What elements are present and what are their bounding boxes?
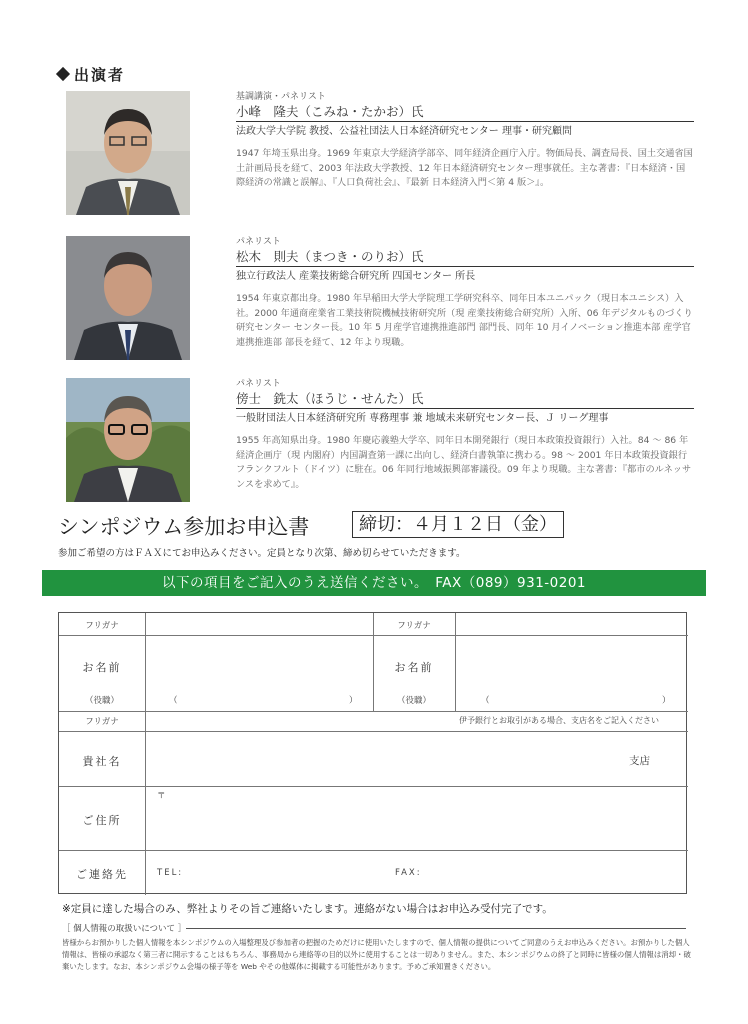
company-input[interactable] xyxy=(146,732,626,785)
paren-close: ） xyxy=(349,696,358,706)
postal-mark: 〒 xyxy=(157,791,166,801)
speaker-role: パネリスト xyxy=(236,237,281,247)
company-label: 貴社名 xyxy=(82,755,122,768)
fax-label: FAX: xyxy=(395,868,422,878)
speaker-name: 傍士 銑太（ほうじ・せんた）氏 xyxy=(236,390,694,409)
speaker-affiliation: 一般財団法人日本経済研究所 専務理事 兼 地域未来研究センター長、Ｊ リーグ理事 xyxy=(236,413,609,424)
speaker-name: 小峰 隆夫（こみね・たかお）氏 xyxy=(236,103,694,122)
name-label: お名前 xyxy=(82,661,122,674)
section-heading xyxy=(58,64,125,85)
speaker-photo-1 xyxy=(66,91,190,215)
speaker-role: 基調講演・パネリスト xyxy=(236,92,326,102)
tel-input[interactable] xyxy=(194,853,374,891)
speaker-role: パネリスト xyxy=(236,379,281,389)
position-label: （役職） xyxy=(84,696,119,706)
furigana-input-2[interactable] xyxy=(456,614,686,635)
form-title: シンポジウム参加お申込書 xyxy=(58,515,310,539)
speaker-photo-3 xyxy=(66,378,190,502)
speaker-bio: 1955 年高知県出身。1980 年慶応義塾大学卒、同年日本開発銀行（現日本政策投資銀行）入社。84 ～ 86 年経済企画庁（現 内閣府）内国調査第一課に出向し、経済白書執筆に携わる。98 ～ 2001 年日本政策投資銀行フランクフルト（ドイツ）に駐在。06 年同行地域振興部審議役。09 年より現職。主な著書：『都市のルネッサンスを求めて』。 xyxy=(236,435,692,490)
speaker-bio: 1954 年東京都出身。1980 年早稲田大学大学院理工学研究科卒、同年日本ユニパック（現日本ユニシス）入社。2000 年通商産業省工業技術院機械技術研究所（現 産業技術総合研究所）入所、06 年デジタルものづくり研究センター センター長。10 年 5 月産学官連携推進部門 部門長、同年 10 月イノベーション推進本部 産学官連携推進部 部長を経て、12 年より現職。 xyxy=(236,293,693,348)
form-note: 参加ご希望の方はＦＡＸにてお申込みください。定員となり次第、締め切らせていただきます。 xyxy=(58,548,466,559)
footer-note: ※定員に達した場合のみ、弊社よりその旨ご連絡いたします。連絡がない場合はお申込み受付完了です。 xyxy=(62,903,553,915)
name-label-2: お名前 xyxy=(394,661,434,674)
speaker-name: 松木 則夫（まつき・のりお）氏 xyxy=(236,248,694,267)
section-heading-text: 出演者 xyxy=(74,66,126,84)
fax-input[interactable] xyxy=(431,853,681,891)
furigana-label-2: フリガナ xyxy=(397,621,431,631)
speaker-affiliation: 独立行政法人 産業技術総合研究所 四国センター 所長 xyxy=(236,271,476,282)
name-input-2[interactable] xyxy=(456,636,686,691)
furigana-input-1[interactable] xyxy=(146,614,372,635)
fax-banner: 以下の項目をご記入のうえ送信ください。 FAX（089）931-0201 xyxy=(42,570,706,596)
name-input-1[interactable] xyxy=(146,636,372,691)
speaker-photo-2 xyxy=(66,236,190,360)
company-furigana-input[interactable] xyxy=(146,712,446,730)
branch-label: 支店 xyxy=(629,755,650,767)
speaker-affiliation: 法政大学大学院 教授、公益社団法人日本経済研究センター 理事・研究顧問 xyxy=(236,126,572,137)
privacy-heading: ［ 個人情報の取扱いについて ］ xyxy=(62,924,187,934)
privacy-text: 皆様からお預かりした個人情報を本シンポジウムの入場整理及び参加者の把握のためだけに使用いたしますので、個人情報の提供についてご同意のうえお申込みください。お預かりした個人情報は、皆様の承認なく第三者に開示することはもちろん、事務局から連絡等の目的以外に使用することは一切ありません。また、本シンポジウムの終了と同時に皆様の個人情報は消却・破棄いたします。なお、本シンポジウム会場の様子等を Web やその他媒体に掲載する可能性があります。予めご承知置きください。 xyxy=(62,938,691,971)
position-input-1[interactable] xyxy=(179,691,349,709)
paren-open-2: （ xyxy=(481,696,490,706)
tel-label: TEL: xyxy=(157,868,184,878)
address-input[interactable] xyxy=(146,787,686,849)
application-form xyxy=(58,612,687,894)
address-label: ご住所 xyxy=(82,814,122,827)
deadline-box: 締切：４月１２日（金） xyxy=(352,511,564,538)
contact-label: ご連絡先 xyxy=(76,868,128,881)
diamond-icon xyxy=(56,67,70,81)
speaker-bio: 1947 年埼玉県出身。1969 年東京大学経済学部卒、同年経済企画庁入庁。物価局長、調査局長、国土交通省国土計画局長を経て、2003 年法政大学教授、12 年日本経済研究センター理事就任。主な著書：『日本経済・国際経済の常識と誤解』、『人口負荷社会』、『最新 日本経済入門＜第 4 版＞』。 xyxy=(236,148,693,188)
paren-open: （ xyxy=(169,696,178,706)
furigana-label: フリガナ xyxy=(85,621,119,631)
bank-note: 伊予銀行とお取引がある場合、支店名をご記入ください xyxy=(459,716,659,725)
privacy-divider xyxy=(186,928,686,929)
company-furigana-label: フリガナ xyxy=(85,717,119,727)
paren-close-2: ） xyxy=(662,696,671,706)
position-input-2[interactable] xyxy=(491,691,659,709)
position-label-2: （役職） xyxy=(396,696,431,706)
